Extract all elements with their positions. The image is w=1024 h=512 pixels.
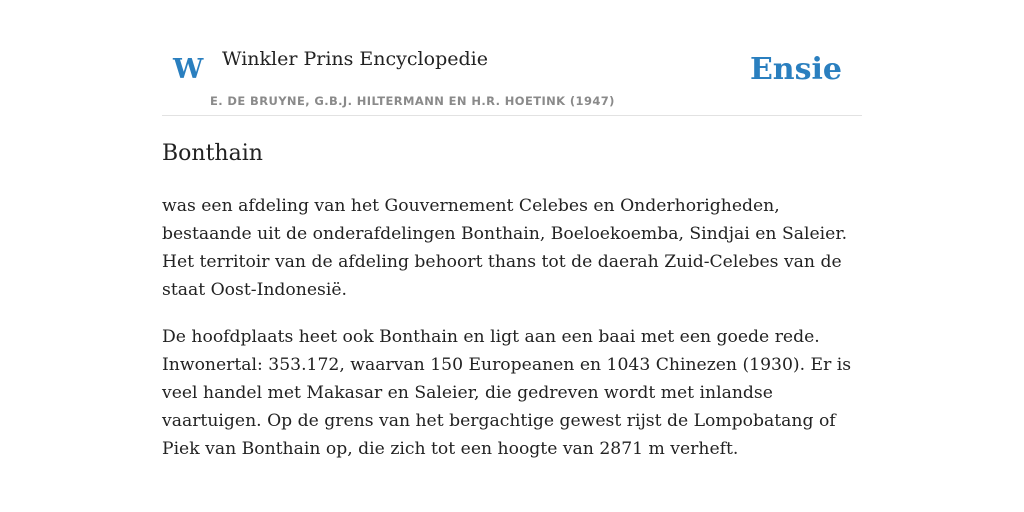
source-logo[interactable]: W <box>173 54 204 85</box>
article-paragraph: De hoofdplaats heet ook Bonthain en ligt aan een baai met een goede rede. Inwonertal: 353.172, waarvan 150 Europeanen en 1043 Chinezen (1930). Er is veel handel met Makasar en Saleier, die gedreven wordt met inlandse vaartuigen. Op de grens van het bergachtige gewest rijst de Lompobatang of Piek van Bonthain op, die zich tot een hoogte van 2871 m verheft. <box>162 327 852 459</box>
ensie-logo-link[interactable]: Ensie <box>749 52 842 87</box>
source-authors: E. DE BRUYNE, G.B.J. HILTERMANN EN H.R. HOETINK (1947) <box>210 94 615 108</box>
article-paragraph: was een afdeling van het Gouvernement Celebes en Onderhorigheden, bestaande uit de onderafdelingen Bonthain, Boeloekoemba, Sindjai en Saleier. Het territoir van de afdeling behoort thans tot de daerah Zuid-Celebes van de staat Oost-Indonesië. <box>162 196 848 300</box>
source-title[interactable]: Winkler Prins Encyclopedie <box>222 48 488 70</box>
article-body <box>162 192 862 482</box>
page-container <box>162 0 862 459</box>
article-title: Bonthain <box>162 141 263 166</box>
source-header <box>162 0 862 116</box>
